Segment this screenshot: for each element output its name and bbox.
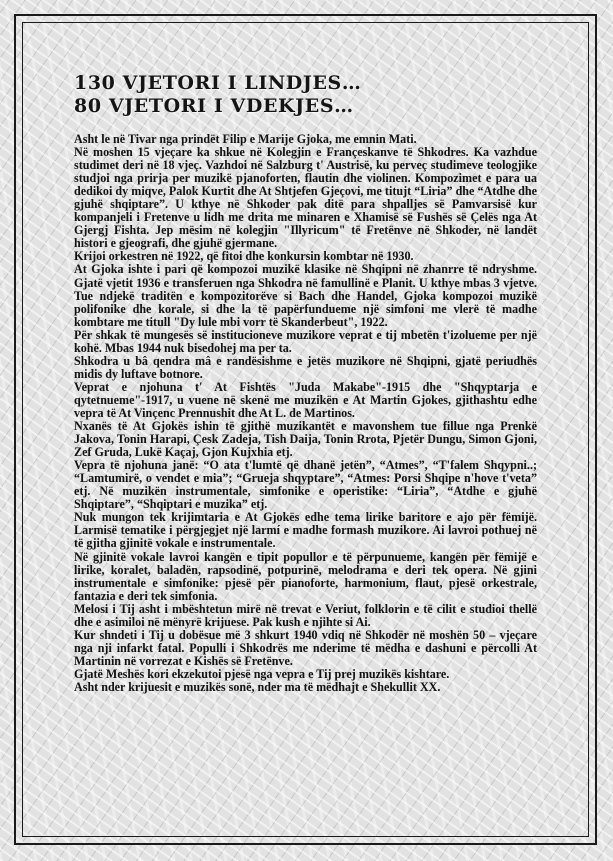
article-body (74, 133, 537, 694)
article-title (74, 72, 537, 118)
paragraph-isolation: Për shkak të mungesës së institucioneve muzikore veprat e tij mbetën t'izolueme per një kohë. Mbas 1944 nuk bisedohej ma per ta. (74, 327, 537, 355)
paragraph-legacy: Asht nder krijuesit e muzikës sonë, nder ma të mëdhajt e Shekullit XX. (74, 679, 441, 694)
paragraph-first-composer: At Gjoka ishte i pari që kompozoi muzikë klasike në Shqipni në zhanrre të ndryshme. Gjatë vjetit 1936 e transferuen nga Shkodra në famullinë e Planit. U kthye mbas 3 vjetve. Tue ndjekë traditën e kompozitorëve si Bach dhe Handel, Gjoka kompozoi muzikë polifonike dhe korale, si dhe la të papërfundueme një simfoni me vlerë të madhe kombtare me titull "Dy lule mbi vorr të Skanderbeut", 1922. (74, 262, 537, 329)
paragraph-education: Në moshen 15 vjeçare ka shkue në Kolegjin e Françeskanve të Shkodres. Ka vazhdue studimet deri në 18 vjeç. Vazhdoi në Salzburg t' Austrisë, ku perveç studimeve teologjike studjoi nga prirja per muzikë pjanoforten, flautin dhe violinen. Kompozimet e para ua dedikoi dy miqve, Palok Kurtit dhe At Shtjefen Gjeçovi, me titujt “Liria” dhe “Atdhe dhe gjuhë shqiptare”. U kthye në Shkoder pak ditë para shpalljes së Pamvarsisë kur kompanjeli i Fretenve u lidh me drita me minaren e Xhamisë së Fushës së Çelës nga At Gjergj Fishta. Jep mësim në kolegjin "Illyricum" të Fretënve në Shkoder, në landët histori e gjeografi, dhe gjuhë gjermane. (74, 145, 537, 251)
paragraph-fishta-works: Veprat e njohuna t' At Fishtës "Juda Makabe"-1915 dhe "Shqyptarja e qytetnueme"-1917, u vuene në skenë me muzikën e At Martin Gjokes, gjithashtu edhe vepra të At Vinçenc Prennushit dhe At L. de Martinos. (74, 379, 537, 420)
paragraph-mass: Gjatë Meshës kori ekzekutoi pjesë nga vepra e Tij prej muzikës kishtare. (74, 666, 450, 681)
paragraph-genres: Në gjinitë vokale lavroi kangën e tipit popullor e të përpunueme, kangën për fëmijë e lirike, koralet, baladën, rapsodinë, potpurinë, melodrama e deri tek opera. Në gjini instrumentale e simfonike: pjesë për pianoforte, harmonium, flaut, pjesë orkestrale, fantazia e deri tek simfonia. (74, 549, 537, 603)
article-content (74, 72, 537, 694)
paragraph-students: Nxanës të At Gjokës ishin të gjithë muzikantët e mavonshem tue fillue nga Prenkë Jakova, Tonin Harapi, Çesk Zadeja, Tish Daija, Tonin Rrota, Pjetër Dungu, Simon Gjoni, Zef Gruda, Lukë Kaçaj, Gjon Kujxhia etj. (74, 419, 537, 460)
paragraph-melos: Melosi i Tij asht i mbështetun mirë në trevat e Veriut, folklorin e të cilit e studioi thellë dhe e asimiloi në mënyrë krijuese. Pak kush e njihte si Ai. (74, 601, 537, 629)
paragraph-birth: Asht le në Tivar nga prindët Filip e Marije Gjoka, me emnin Mati. (74, 132, 417, 146)
paragraph-known-works: Vepra të njohuna janë: “O ata t'lumtë që dhanë jetën”, “Atmes”, “T'falem Shqypni..; “Lamtumirë, o vendet e mia”; “Grueja shqyptare”, “Atmes: Porsi Shqipe n'hove t'veta” etj. Në muzikën instrumentale, simfonike e operistike: “Liria”, “Atdhe e gjuhë Shqiptare”, “Shqiptari e muzika” etj. (74, 458, 537, 512)
title-line-death-anniversary: 80 VJETORI I VDEKJES… (74, 95, 354, 117)
paragraph-death: Kur shndeti i Tij u dobësue më 3 shkurt 1940 vdiq në Shkodër në moshën 50 – vjeçare nga nji infarkt fatal. Populli i Shkodrës me nderime të mëdha e dashuni e përcolli At Martinin në vorrezat e Kishës së Fretënve. (74, 627, 537, 668)
paragraph-shkodra-center: Shkodra u bâ qendra mâ e randësishme e jetës muzikore në Shqipni, gjatë periudhës midis dy luftave botnore. (74, 353, 537, 381)
paragraph-themes: Nuk mungon tek krijimtaria e At Gjokës edhe tema lirike baritore e ajo për fëmijë. Larmisë tematike i përgjegjet një larmí e madhe formash muzikore. Ai lavroi pothuej në të gjitha gjinitë vokale e instrumentale. (74, 510, 537, 551)
paragraph-orchestra: Krijoi orkestren në 1922, që fitoi dhe konkursin kombtar në 1930. (74, 249, 414, 264)
title-line-birth-anniversary: 130 VJETORI I LINDJES… (74, 72, 362, 94)
